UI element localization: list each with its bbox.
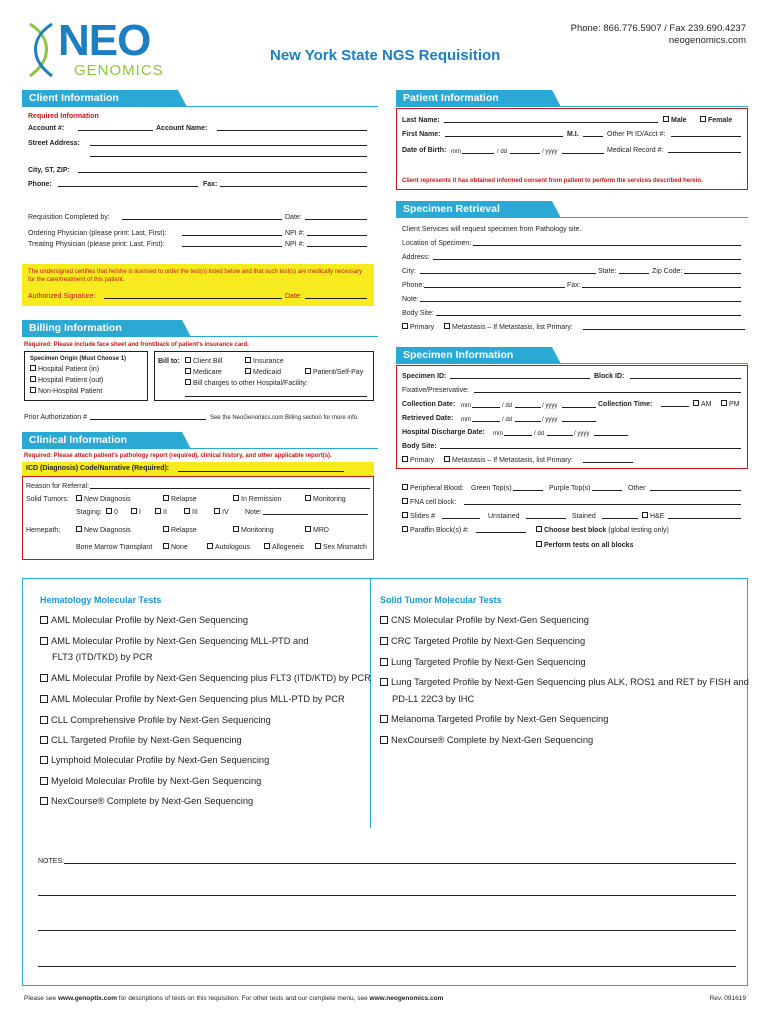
mrn-label: Medical Record #: [607,147,664,154]
clinical-required: Required: Please attach patient's pathology report (required), clinical history, and other applicable report(s). [24,453,332,459]
solid-test-1[interactable]: CRC Targeted Profile by Next-Gen Sequencing [380,635,585,647]
completed-by-label: Requisition Completed by: [28,214,110,221]
ret-state-label: State: [598,268,617,275]
pb-option[interactable]: Peripheral Blood: [402,484,464,493]
billing-header: Billing Information [22,320,182,337]
stage-0[interactable]: 0 [106,508,118,517]
bmt-none-option[interactable]: None [163,543,188,552]
retrieved-date-label: Retrieved Date: [402,415,454,422]
origin-option-0[interactable]: Hospital Patient (in) [30,365,99,374]
logo-main-text: NEO [58,16,151,65]
unstained-label: Unstained [488,513,520,520]
fna-option[interactable]: FNA cell block: [402,498,456,507]
stained-label: Stained [572,513,596,520]
solid-test-4[interactable]: Melanoma Targeted Profile by Next-Gen Sequencing [380,713,608,725]
heme-relapse-option[interactable]: Relapse [163,526,197,535]
solid-test-3[interactable]: Lung Targeted Profile by Next-Gen Sequencing plus ALK, ROS1 and RET by FISH and [380,676,749,688]
services-text: Client Services will request specimen from Pathology site. [402,226,582,233]
patient-info-header: Patient Information [396,90,552,107]
coll-yyyy: / yyyy [542,403,558,409]
autologous-option[interactable]: Autologous [207,543,250,552]
stage-1[interactable]: I [131,508,141,517]
heme-test-5[interactable]: CLL Targeted Profile by Next-Gen Sequencing [40,734,242,746]
prior-auth-label: Prior Authorization # [24,414,88,421]
relapse-option[interactable]: Relapse [163,495,197,504]
ret-city-label: City: [402,268,416,275]
date-label: Date: [285,214,302,221]
dob-mm: mm [451,149,461,155]
spec-primary-option[interactable]: Primary [402,456,434,465]
bmt-label: Bone Marrow Transplant [76,544,153,551]
dis-dd: / dd [534,431,545,437]
bill-other-option[interactable]: Bill charges to other Hospital/Facility: [185,379,308,388]
ret-phone-label: Phone: [402,282,425,289]
heme-test-7[interactable]: Myeloid Molecular Profile by Next-Gen Sequencing [40,775,261,787]
ret-note-label: Note: [402,296,419,303]
remission-option[interactable]: In Remission [233,495,281,504]
stage-4[interactable]: IV [214,508,229,517]
account-no-label: Account #: [28,125,65,132]
am-option[interactable]: AM [693,400,712,409]
heme-test-0[interactable]: AML Molecular Profile by Next-Gen Sequencing [40,614,248,626]
heme-test-8[interactable]: NexCourse® Complete by Next-Gen Sequencing [40,795,253,807]
retrieval-header: Specimen Retrieval [396,201,552,218]
logo-sub-text: GENOMICS [74,62,164,79]
female-option[interactable]: Female [700,116,732,125]
solid-test-0[interactable]: CNS Molecular Profile by Next-Gen Sequencing [380,614,589,626]
monitoring-option[interactable]: Monitoring [305,495,346,504]
npi-label-2: NPI #: [285,241,305,248]
city-label: City, ST, ZIP: [28,167,70,174]
paraffin-option[interactable]: Paraffin Block(s) #: [402,526,469,535]
spec-body-site-label: Body Site: [402,443,437,450]
allogeneic-option[interactable]: Allogeneic [264,543,304,552]
mrd-option[interactable]: MRD [305,526,329,535]
bill-to-label: Bill to: [158,358,180,365]
signature-label: Authorized Signature: [28,293,96,300]
heme-new-dx-option[interactable]: New Diagnosis [76,526,131,535]
ret-metastasis-option[interactable]: Metastasis – If Metastasis, list Primary: [444,323,573,332]
coll-mm: mm [461,403,471,409]
client-required-label: Required Information [28,113,99,120]
see-billing-note: See the NeoGenomics.com Billing section for more info. [210,415,359,421]
coll-time-label: Collection Time: [598,401,653,408]
first-name-label: First Name: [402,131,441,138]
solid-test-5[interactable]: NexCourse® Complete by Next-Gen Sequencing [380,734,593,746]
fixative-label: Fixative/Preservative: [402,387,469,394]
sex-mismatch-option[interactable]: Sex Mismatch [315,543,367,552]
he-option[interactable]: H&E [642,512,664,521]
self-pay-option[interactable]: Patient/Self-Pay [305,368,363,377]
heme-test-4[interactable]: CLL Comprehensive Profile by Next-Gen Sequencing [40,714,271,726]
notes-label: NOTES: [38,858,65,865]
dob-dd: / dd [497,149,508,155]
ret-mm: mm [461,417,471,423]
green-top-label: Green Top(s) [471,485,512,492]
male-option[interactable]: Male [663,116,687,125]
medicare-option[interactable]: Medicare [185,368,222,377]
spec-metastasis-option[interactable]: Metastasis – If Metastasis, list Primary: [444,456,573,465]
heme-test-2[interactable]: AML Molecular Profile by Next-Gen Sequencing plus FLT3 (ITD/KTD) by PCR [40,672,371,684]
neogenomics-logo [22,16,172,82]
dna-helix-icon [22,20,62,80]
phone-label: Phone: [28,181,52,188]
street-label: Street Address: [28,140,80,147]
all-blocks-option[interactable]: Perform tests on all blocks [536,541,633,550]
block-id-label: Block ID: [594,373,625,380]
coll-date-label: Collection Date: [402,401,456,408]
hemepath-label: Hemepath: [26,527,61,534]
mi-label: M.I. [567,131,579,138]
slides-option[interactable]: Slides # [402,512,435,521]
heme-test-1[interactable]: AML Molecular Profile by Next-Gen Sequencing MLL-PTD and [40,635,309,647]
footer-link-genoptix[interactable]: www.genoptix.com [57,995,117,1002]
reason-label: Reason for Referral: [26,483,90,490]
ret-primary-option[interactable]: Primary [402,323,434,332]
ordering-physician-label: Ordering Physician (please print: Last, First): [28,230,167,237]
purple-top-label: Purple Top(s) [549,485,591,492]
origin-option-1[interactable]: Hospital Patient (out) [30,376,103,385]
origin-label: Specimen Origin (Must Choose 1) [30,356,127,362]
client-info-header: Client Information [22,90,178,107]
staging-label: Staging: [76,509,102,516]
stage-2[interactable]: II [155,508,167,517]
solid-test-2[interactable]: Lung Targeted Profile by Next-Gen Sequencing [380,656,586,668]
fax-label: Fax: [203,181,218,188]
certify-text: The undersigned certifies that he/she is licensed to order the test(s) listed below and that such test(s) are medically necessary for the care/treatment of this patient. [28,269,363,283]
page-title: New York State NGS Requisition [270,47,501,64]
heme-tests-title: Hematology Molecular Tests [40,595,162,605]
staging-note-label: Note: [245,509,262,516]
ret-dd: / dd [502,417,513,423]
revision: Rev. 091619 [709,995,746,1002]
last-name-label: Last Name: [402,117,440,124]
location-label: Location of Specimen: [402,240,472,247]
account-name-label: Account Name: [156,125,208,132]
heme-test-6[interactable]: Lymphoid Molecular Profile by Next-Gen Sequencing [40,754,269,766]
best-block-option[interactable]: Choose best block (global testing only) [536,526,669,535]
medicaid-option[interactable]: Medicaid [245,368,281,377]
clinical-header: Clinical Information [22,432,182,449]
npi-label-1: NPI #: [285,230,305,237]
ret-fax-label: Fax: [567,282,581,289]
solid-tests-title: Solid Tumor Molecular Tests [380,595,502,605]
header-phone: Phone: 866.776.5907 / Fax 239.690.4237 [570,23,746,34]
signature-date-label: Date: [285,293,302,300]
specimen-id-label: Specimen ID: [402,373,447,380]
address-label: Address: [402,254,430,261]
heme-monitoring-option[interactable]: Monitoring [233,526,274,535]
heme-test-1-cont: FLT3 (ITD/TKD) by PCR [52,652,153,662]
coll-dd: / dd [502,403,513,409]
ret-body-site-label: Body Site: [402,310,434,317]
ret-yyyy: / yyyy [542,417,558,423]
client-bill-option[interactable]: Client Bill [185,357,222,366]
consent-text: Client represents it has obtained informed consent from patient to perform the services described herein. [402,178,703,184]
billing-required: Required: Please include face sheet and front/back of patient's insurance card. [24,342,249,348]
stage-3[interactable]: III [184,508,198,517]
solid-test-3-cont: PD-L1 22C3 by IHC [392,694,475,704]
discharge-date-label: Hospital Discharge Date: [402,429,485,436]
header-site: neogenomics.com [668,35,746,46]
other-label: Other [628,485,646,492]
pm-option[interactable]: PM [721,400,740,409]
solid-tumors-label: Solid Tumors: [26,496,69,503]
dis-yyyy: / yyyy [574,431,590,437]
footer-link-neogenomics[interactable]: www.neogenomics.com [369,995,444,1002]
dob-yyyy: / yyyy [542,149,558,155]
other-id-label: Other Pt ID/Acct #: [607,131,666,138]
dis-mm: mm [493,431,503,437]
ret-zip-label: Zip Code: [652,268,683,275]
insurance-option[interactable]: Insurance [245,357,284,366]
origin-option-2[interactable]: Non-Hospital Patient [30,387,102,396]
new-dx-option[interactable]: New Diagnosis [76,495,131,504]
treating-physician-label: Treating Physician (please print: Last, First): [28,241,165,248]
heme-test-3[interactable]: AML Molecular Profile by Next-Gen Sequencing plus MLL-PTD by PCR [40,693,345,705]
specimen-header: Specimen Information [396,347,552,364]
footer-text: Please see www.genoptix.com for descriptions of tests on this requisition. For other tests and our complete menu, see www.neogenomics.com [24,995,444,1002]
icd-label: ICD (Diagnosis) Code/Narrative (Required): [26,465,170,472]
dob-label: Date of Birth: [402,147,447,154]
